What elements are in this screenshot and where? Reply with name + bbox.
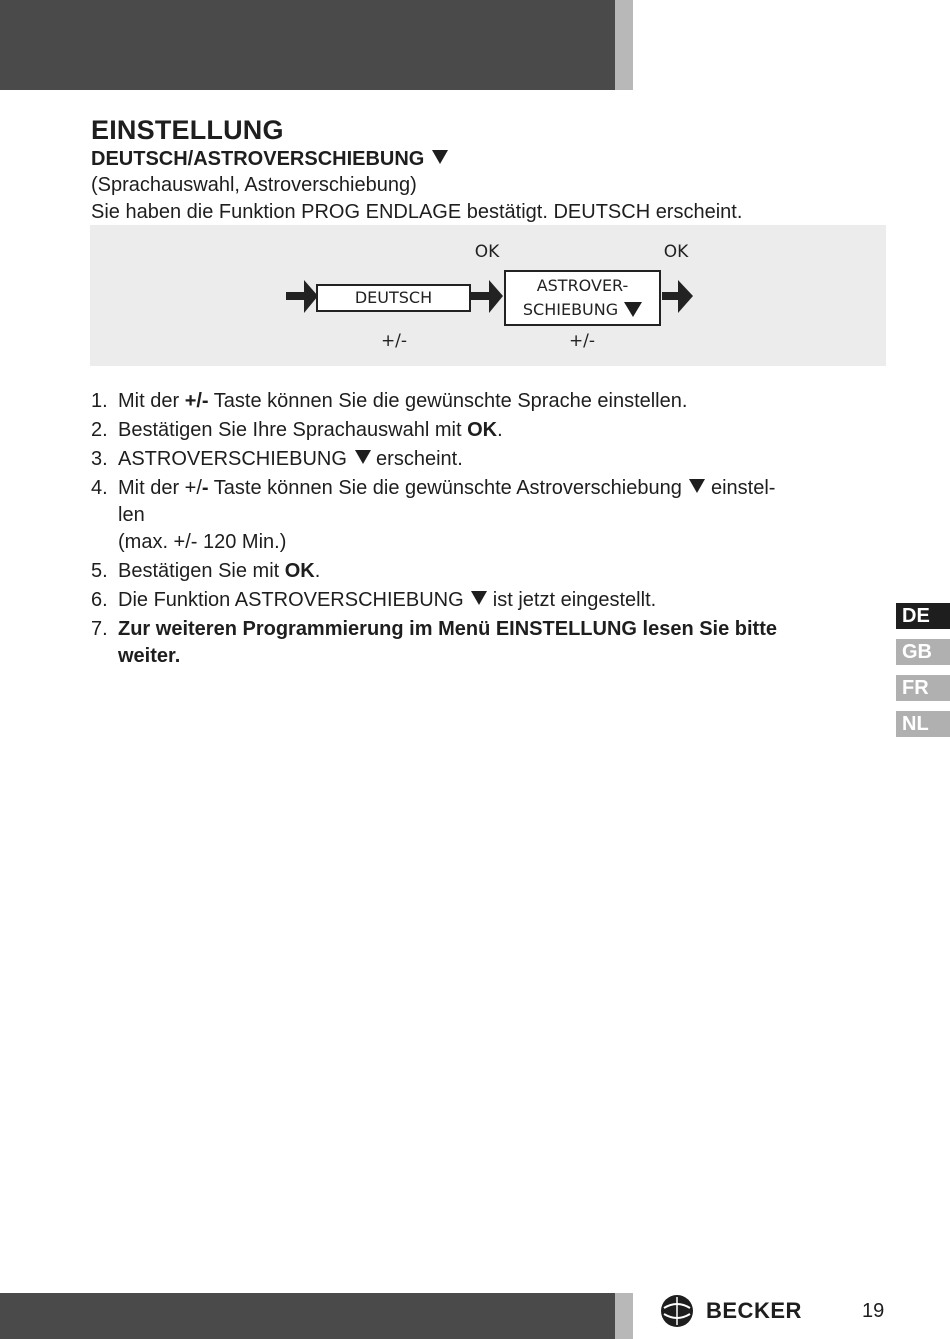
step-item: [91, 446, 891, 473]
plus-minus-label-right: +/-: [568, 331, 596, 351]
astro-box-line2-wrap: [523, 298, 642, 322]
step-item: [91, 417, 891, 444]
step-text: ASTROVERSCHIEBUNG: [118, 448, 347, 470]
brand-name: BECKER: [706, 1298, 802, 1323]
ok-label-right: OK: [663, 242, 689, 262]
step-number: 7.: [91, 618, 108, 640]
step-text: einstel-: [705, 477, 776, 499]
step-text: .: [314, 560, 321, 582]
plus-minus-label-left: +/-: [380, 331, 408, 351]
astroverschiebung-box: [504, 270, 661, 326]
footer-bar-edge: [615, 1293, 633, 1339]
lang-tab-fr[interactable]: FR: [896, 675, 950, 701]
lang-tab-de[interactable]: DE: [896, 603, 950, 629]
step-bold: -: [201, 477, 209, 499]
down-triangle-icon: [471, 591, 487, 605]
step-item: [91, 587, 891, 614]
step-number: 6.: [91, 589, 108, 611]
step-bold: OK: [467, 419, 498, 441]
header-bar-edge: [615, 0, 633, 90]
footer-bar: [0, 1293, 615, 1339]
step-text: len: [118, 504, 145, 526]
section-subtitle: [91, 147, 891, 172]
arrow-icon-2: [471, 280, 503, 313]
arrow-icon-1: [286, 280, 318, 313]
ok-label-left: OK: [474, 242, 500, 262]
subtitle-text: DEUTSCH/ASTROVERSCHIEBUNG: [91, 148, 425, 170]
down-triangle-icon: [432, 150, 448, 164]
step-bold: Zur weiteren Programmierung im Menü EINSTELLUNG lesen Sie bitte: [118, 618, 778, 640]
step-bold: weiter.: [118, 645, 181, 667]
step-bold: OK: [284, 560, 315, 582]
step-number: 4.: [91, 477, 108, 499]
parenthetical-note: (Sprachauswahl, Astroverschiebung): [91, 174, 417, 196]
down-triangle-icon: [624, 302, 642, 317]
becker-logo: [660, 1294, 810, 1328]
intro-text: Sie haben die Funktion PROG ENDLAGE bestätigt. DEUTSCH erscheint.: [91, 201, 743, 223]
step-text: Taste können Sie die gewünschte Sprache einstellen.: [208, 390, 688, 412]
down-triangle-icon: [689, 479, 705, 493]
page-number: 19: [862, 1300, 885, 1322]
deutsch-box: [316, 284, 471, 312]
step-text: erscheint.: [370, 448, 463, 470]
astro-box-line1: ASTROVER-: [536, 276, 629, 295]
flow-diagram: [90, 225, 886, 366]
down-triangle-icon: [355, 450, 371, 464]
step-item: [91, 388, 891, 415]
lang-tab-nl[interactable]: NL: [896, 711, 950, 737]
step-note: (max. +/- 120 Min.): [118, 531, 287, 553]
step-text: Bestätigen Sie mit: [118, 560, 285, 582]
becker-emblem-icon: [660, 1294, 694, 1328]
step-text: Taste können Sie die gewünschte Astroverschiebung: [208, 477, 682, 499]
arrow-icon-3: [662, 280, 693, 313]
step-text: Mit der: [118, 390, 185, 412]
header-bar: [0, 0, 615, 90]
step-item: [91, 475, 891, 556]
step-number: 5.: [91, 560, 108, 582]
step-text: ist jetzt eingestellt.: [487, 589, 657, 611]
step-text: Bestätigen Sie Ihre Sprachauswahl mit: [118, 419, 468, 441]
instruction-steps: [91, 388, 891, 672]
step-text: .: [497, 419, 503, 441]
step-text: Mit der +/: [118, 477, 202, 499]
astro-box-line2: SCHIEBUNG: [522, 300, 619, 319]
deutsch-box-label: DEUTSCH: [354, 288, 433, 307]
step-text: Die Funktion ASTROVERSCHIEBUNG: [118, 589, 464, 611]
step-item: [91, 616, 891, 670]
section-header: [91, 113, 891, 226]
step-item: [91, 558, 891, 585]
lang-tab-gb[interactable]: GB: [896, 639, 950, 665]
step-number: 2.: [91, 419, 108, 441]
page-title: EINSTELLUNG: [91, 115, 284, 145]
step-bold: +/-: [184, 390, 209, 412]
step-number: 3.: [91, 448, 108, 470]
step-number: 1.: [91, 390, 108, 412]
